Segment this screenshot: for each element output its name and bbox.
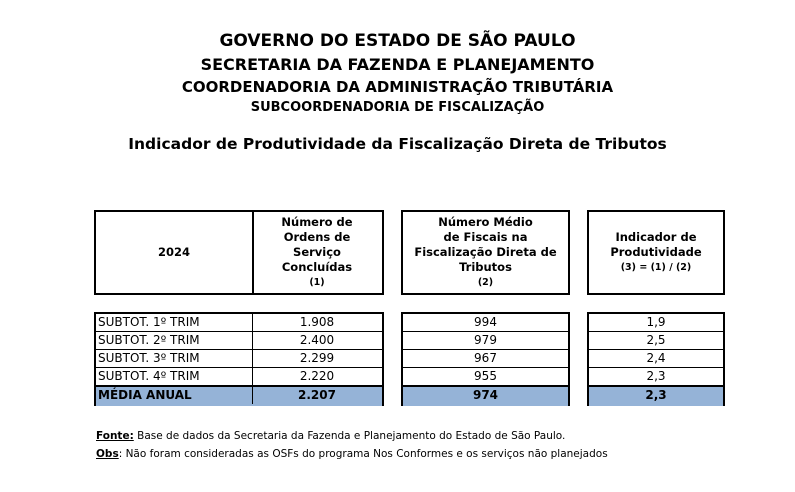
table-row xyxy=(96,350,382,368)
table-row xyxy=(589,368,723,386)
total-label: MÉDIA ANUAL xyxy=(98,388,192,402)
source-text: Base de dados da Secretaria da Fazenda e Planejamento do Estado de São Paulo. xyxy=(133,430,566,442)
fiscais-total: 974 xyxy=(472,388,499,402)
obs-text: : Não foram consideradas as OSFs do programa Nos Conformes e os serviços não planejados xyxy=(118,448,608,460)
indicador-value: 1,9 xyxy=(646,315,666,329)
obs-note xyxy=(96,448,608,460)
table-row xyxy=(96,368,382,386)
fiscais-value: 955 xyxy=(474,369,497,383)
indicador-total: 2,3 xyxy=(645,388,667,402)
total-row xyxy=(96,386,382,406)
subcoordination-title: SUBCOORDENADORIA DE FISCALIZAÇÃO xyxy=(250,100,545,115)
indicador-value: 2,3 xyxy=(646,369,666,383)
fiscais-value: 979 xyxy=(474,333,497,347)
orders-value: 2.299 xyxy=(299,351,335,365)
table-row xyxy=(96,332,382,350)
row-label: SUBTOT. 1º TRIM xyxy=(98,315,200,329)
row-label: SUBTOT. 2º TRIM xyxy=(98,333,200,347)
orders-header: Número de Ordens de Serviço Concluídas (1) xyxy=(281,215,353,288)
table-row xyxy=(403,332,568,350)
indicador-header: Indicador de Produtividade (3) = (1) / (2) xyxy=(610,230,702,273)
row-label: SUBTOT. 4º TRIM xyxy=(98,369,200,383)
table-row xyxy=(589,332,723,350)
data-group-left xyxy=(94,312,384,406)
table-row xyxy=(96,314,382,332)
orders-value: 2.220 xyxy=(299,369,335,383)
data-group-right xyxy=(587,312,725,406)
secretariat-title: SECRETARIA DA FAZENDA E PLANEJAMENTO xyxy=(200,55,595,74)
table-row xyxy=(589,314,723,332)
orders-value: 2.400 xyxy=(299,333,335,347)
data-group-middle xyxy=(401,312,570,406)
source-note xyxy=(96,430,565,442)
table-row xyxy=(403,314,568,332)
total-row xyxy=(403,386,568,406)
fiscais-value: 967 xyxy=(474,351,497,365)
orders-total: 2.207 xyxy=(298,388,336,402)
column-divider xyxy=(252,314,253,404)
fiscais-header: Número Médio de Fiscais na Fiscalização Direta de Tributos (2) xyxy=(414,215,557,288)
orders-value: 1.908 xyxy=(299,315,335,329)
fiscais-value: 994 xyxy=(474,315,497,329)
indicador-value: 2,4 xyxy=(646,351,666,365)
total-row xyxy=(589,386,723,406)
table-row xyxy=(403,350,568,368)
report-title: Indicador de Produtividade da Fiscalização Direta de Tributos xyxy=(128,135,667,153)
obs-label: Obs xyxy=(96,448,119,460)
row-label: SUBTOT. 3º TRIM xyxy=(98,351,200,365)
indicador-value: 2,5 xyxy=(646,333,666,347)
coordination-title: COORDENADORIA DA ADMINISTRAÇÃO TRIBUTÁRIA xyxy=(181,78,614,96)
table-row xyxy=(589,350,723,368)
source-label: Fonte: xyxy=(96,430,134,442)
year-header: 2024 xyxy=(157,245,190,259)
government-title: GOVERNO DO ESTADO DE SÃO PAULO xyxy=(219,31,576,51)
table-row xyxy=(403,368,568,386)
